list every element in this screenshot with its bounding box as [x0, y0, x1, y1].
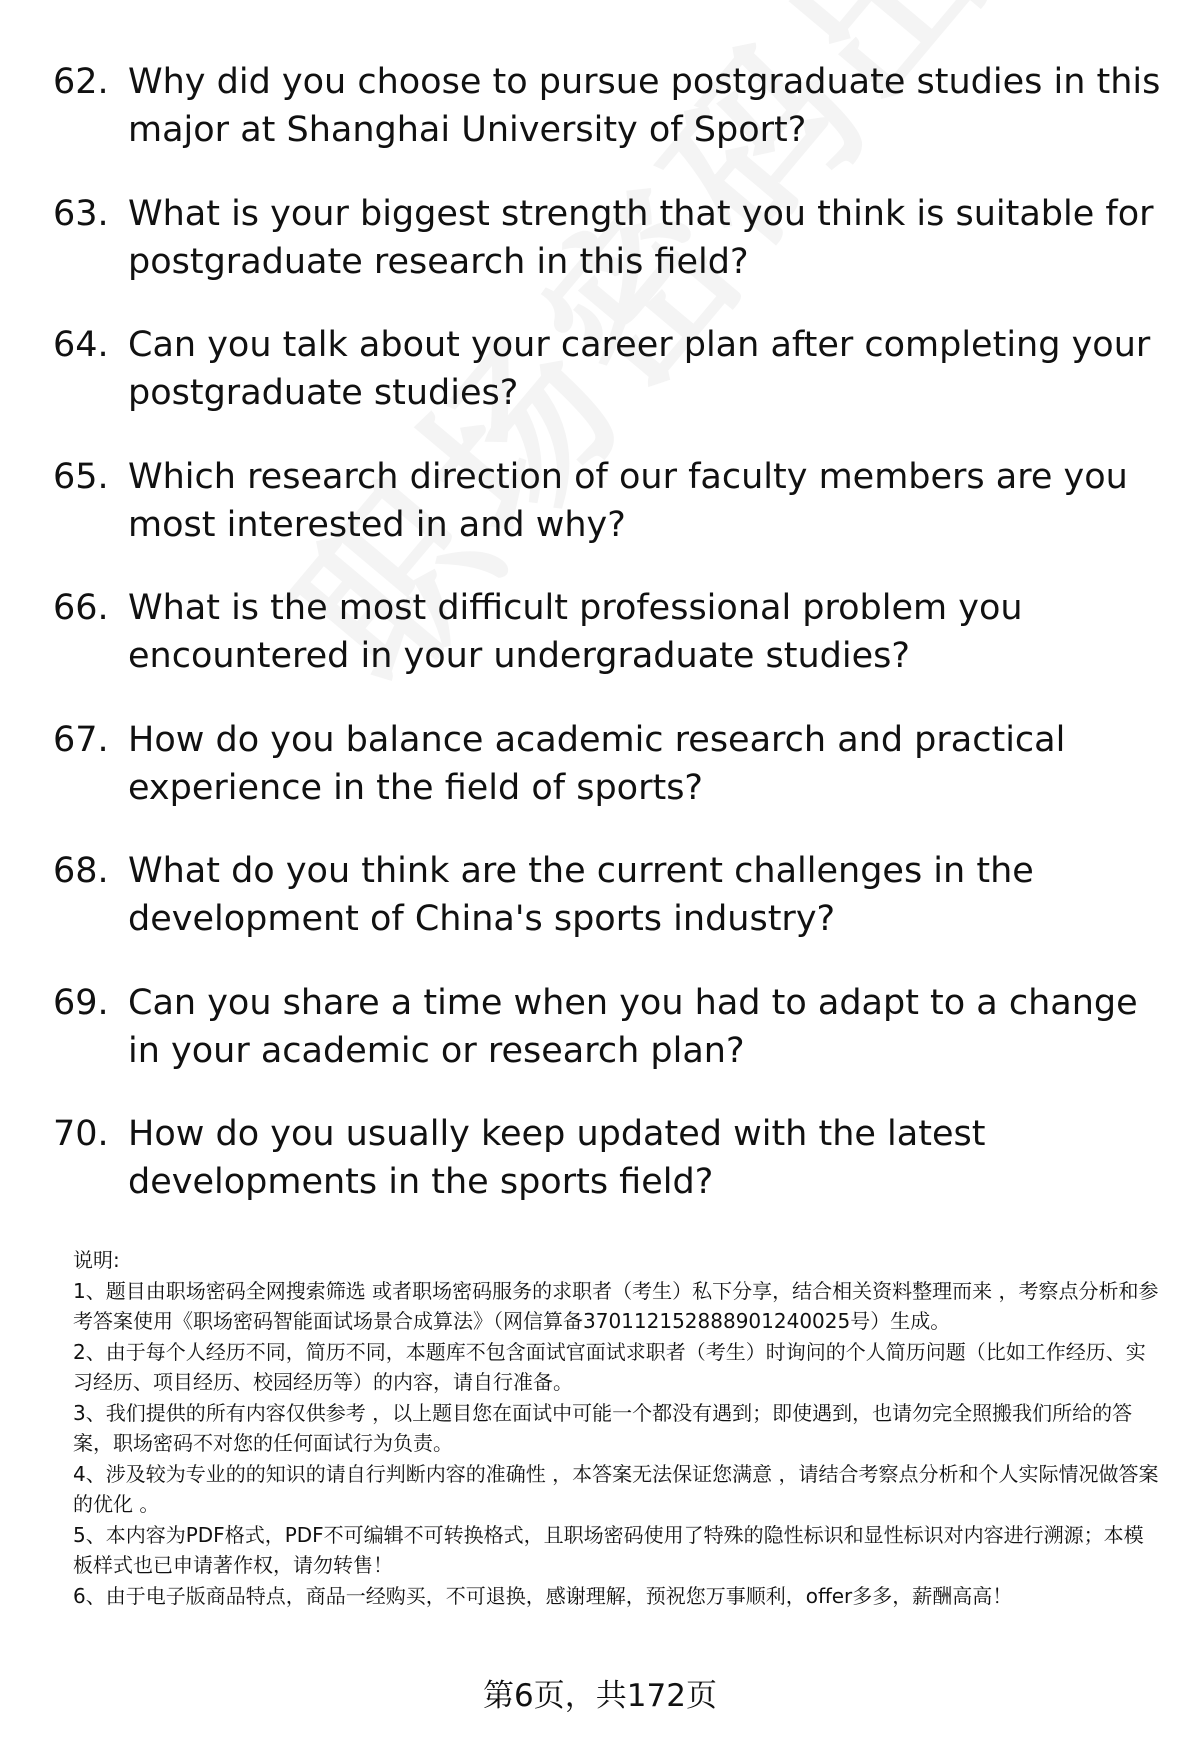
question-text: What is your biggest strength that you think is suitable for postgraduate research in this field? [128, 193, 1154, 282]
question-number: 66. [53, 588, 109, 628]
note-item: 3、我们提供的所有内容仅供参考 ，以上题目您在面试中可能一个都没有遇到；即使遇到，也请勿完全照搬我们所给的答案，职场密码不对您的任何面试行为负责。 [73, 1400, 1133, 1455]
page-footer: 第6页，共172页 [483, 1678, 717, 1714]
question-number: 69. [53, 982, 109, 1023]
question-text: How do you usually keep updated with the latest developments in the sports field? [128, 1114, 986, 1202]
question-number: 65. [53, 456, 109, 497]
question-text: What is the most difficult professional problem you encountered in your undergraduate studies? [128, 588, 1023, 676]
question-number: 63. [53, 193, 109, 234]
note-item: 5、本内容为PDF格式，PDF不可编辑不可转换格式，且职场密码使用了特殊的隐性标识和显性标识对内容进行溯源；本模板样式也已申请著作权，请勿转售！ [73, 1522, 1144, 1577]
question-item [53, 1110, 1163, 1242]
question-text: Can you share a time when you had to adapt to a change in your academic or research plan? [128, 982, 1138, 1071]
question-number: 70. [53, 1114, 109, 1154]
note-item: 4、涉及较为专业的的知识的请自行判断内容的准确性 ，本答案无法保证您满意 ，请结合考察点分析和个人实际情况做答案的优化 。 [73, 1461, 1159, 1516]
note-item: 2、由于每个人经历不同，简历不同，本题库不包含面试官面试求职者（考生）时询问的个人简历问题（比如工作经历、实习经历、项目经历、校园经历等）的内容，请自行准备。 [73, 1339, 1146, 1394]
question-text: Which research direction of our faculty members are you most interested in and why? [128, 456, 1128, 545]
notes-title: 说明: [73, 1248, 120, 1272]
question-number: 64. [53, 325, 109, 365]
question-number: 67. [53, 719, 109, 760]
notes-section [73, 1245, 1163, 1611]
question-number: 68. [53, 851, 109, 891]
question-item [53, 584, 1163, 716]
question-list [53, 58, 1163, 1242]
note-item: 1、题目由职场密码全网搜索筛选 或者职场密码服务的求职者（考生）私下分享，结合相关资料整理而来 ，考察点分析和参考答案使用《职场密码智能面试场景合成算法》（网信算备370112152888901240025号）生成。 [73, 1278, 1159, 1333]
question-item [53, 190, 1163, 322]
question-number: 62. [53, 62, 109, 102]
question-text: Why did you choose to pursue postgraduate studies in this major at Shanghai University of Sport? [128, 62, 1161, 150]
question-item [53, 716, 1163, 848]
question-text: How do you balance academic research and practical experience in the field of sports? [128, 719, 1066, 808]
note-item: 6、由于电子版商品特点，商品一经购买，不可退换，感谢理解，预祝您万事顺利，offer多多，薪酬高高！ [73, 1583, 1013, 1608]
question-item [53, 847, 1163, 979]
question-item [53, 58, 1163, 190]
question-text: What do you think are the current challenges in the development of China's sports industry? [128, 851, 1034, 939]
question-text: Can you talk about your career plan after completing your postgraduate studies? [128, 325, 1151, 413]
question-item [53, 321, 1163, 453]
question-item [53, 979, 1163, 1111]
question-item [53, 453, 1163, 585]
